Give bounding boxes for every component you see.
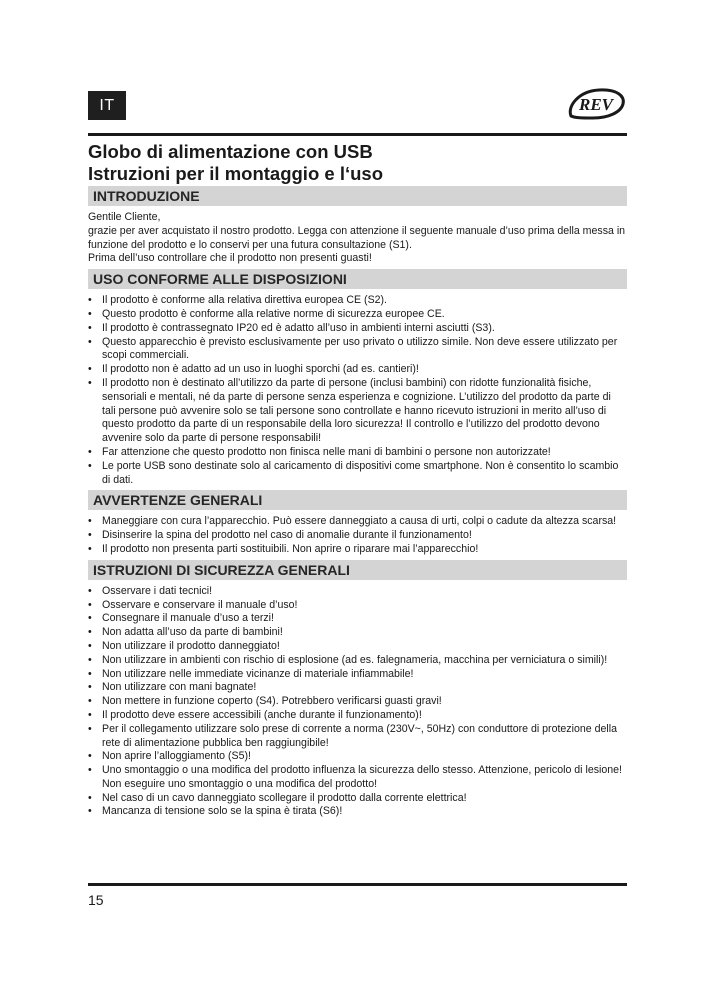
uso-list xyxy=(88,294,627,487)
list-item: • Maneggiare con cura l’apparecchio. Può essere danneggiato a causa di urti, colpi o cadute da altezza scarsa! xyxy=(88,515,617,528)
bullet: • xyxy=(88,653,92,666)
list-item: • Non adatta all’uso da parte di bambini! xyxy=(88,626,283,639)
bullet: • xyxy=(88,515,92,528)
bullet: • xyxy=(88,294,92,307)
bullet: • xyxy=(88,598,92,611)
list-item: • Questo prodotto è conforme alla relative norme di sicurezza europee CE. xyxy=(88,307,445,320)
title-line-1: Globo di alimentazione con USB xyxy=(88,141,373,162)
list-item: • Non aprire l’alloggiamento (S5)! xyxy=(88,750,251,763)
brand-logo xyxy=(565,86,627,122)
bullet: • xyxy=(88,764,92,777)
bullet: • xyxy=(88,805,92,818)
bullet: • xyxy=(88,708,92,721)
list-item: • Le porte USB sono destinate solo al caricamento di dispositivi come smartphone. Non è consentito lo scambio di dati. xyxy=(88,459,619,486)
language-badge: IT xyxy=(88,91,126,120)
bullet: • xyxy=(88,681,92,694)
list-item: • Disinserire la spina del prodotto nel caso di anomalie durante il funzionamento! xyxy=(88,529,472,542)
intro-check: Prima dell’uso controllare che il prodotto non presenti guasti! xyxy=(88,252,372,265)
list-item: • Mancanza di tensione solo se la spina è tirata (S6)! xyxy=(88,805,343,818)
list-item: • Il prodotto non presenta parti sostituibili. Non aprire o riparare mai l’apparecchio! xyxy=(88,542,479,555)
bullet: • xyxy=(88,542,92,555)
list-item: • Il prodotto non è adatto ad un uso in luoghi sporchi (ad es. cantieri)! xyxy=(88,363,419,376)
footer-divider xyxy=(88,883,627,886)
bullet: • xyxy=(88,445,92,458)
list-item: • Per il collegamento utilizzare solo prese di corrente a norma (230V~, 50Hz) con conduttore di protezione della rete di alimentazione pubblica ben raggiungibile! xyxy=(88,722,617,749)
list-item: • Il prodotto non è destinato all’utilizzo da parte di persone (inclusi bambini) con ridotte funzionalità fisiche, sensoriali e mentali, né da parte di persone senza esperienza e cognizione. L’utilizzo del prodotto da parte di tali persone può avvenire solo se tali persone sono controllate e hanno ricevuto istruzioni in merito all’uso di questo prodotto da parte di un responsabile della loro sicurezza! Il controllo e l’utilizzo del prodotto devono avvenire solo da parte di persone responsabili! xyxy=(88,376,611,445)
document-body xyxy=(88,186,627,819)
bullet: • xyxy=(88,584,92,597)
page-number: 15 xyxy=(88,892,104,908)
avvertenze-list xyxy=(88,515,627,556)
bullet: • xyxy=(88,722,92,735)
bullet: • xyxy=(88,459,92,472)
bullet: • xyxy=(88,321,92,334)
bullet: • xyxy=(88,376,92,389)
section-heading-intro: INTRODUZIONE xyxy=(88,186,627,206)
list-item: • Non mettere in funzione coperto (S4). Potrebbero verificarsi guasti gravi! xyxy=(88,695,442,708)
page-title xyxy=(88,141,383,185)
bullet: • xyxy=(88,750,92,763)
list-item: • Non utilizzare con mani bagnate! xyxy=(88,681,257,694)
list-item: • Nel caso di un cavo danneggiato scollegare il prodotto dalla corrente elettrica! xyxy=(88,791,467,804)
bullet: • xyxy=(88,639,92,652)
bullet: • xyxy=(88,307,92,320)
bullet: • xyxy=(88,791,92,804)
section-heading-sicurezza: ISTRUZIONI DI SICUREZZA GENERALI xyxy=(88,560,627,580)
intro-greeting: Gentile Cliente, xyxy=(88,211,161,223)
list-item: • Il prodotto è contrassegnato IP20 ed è adatto all’uso in ambienti interni asciutti (S3). xyxy=(88,321,495,334)
bullet: • xyxy=(88,667,92,680)
list-item: • Il prodotto deve essere accessibili (anche durante il funzionamento)! xyxy=(88,708,422,721)
bullet: • xyxy=(88,695,92,708)
header-divider xyxy=(88,133,627,136)
list-item: • Il prodotto è conforme alla relativa direttiva europea CE (S2). xyxy=(88,294,387,307)
section-heading-avvertenze: AVVERTENZE GENERALI xyxy=(88,490,627,510)
list-item: • Consegnare il manuale d’uso a terzi! xyxy=(88,612,274,625)
list-item: • Non utilizzare nelle immediate vicinanze di materiale infiammabile! xyxy=(88,667,414,680)
list-item: • Osservare i dati tecnici! xyxy=(88,584,213,597)
bullet: • xyxy=(88,626,92,639)
logo-text: REV xyxy=(578,95,614,114)
section-heading-uso: USO CONFORME ALLE DISPOSIZIONI xyxy=(88,269,627,289)
list-item: • Questo apparecchio è previsto esclusivamente per uso privato o utilizzo simile. Non deve essere utilizzato per scopi commerciali. xyxy=(88,335,618,362)
bullet: • xyxy=(88,363,92,376)
intro-text: grazie per aver acquistato il nostro prodotto. Legga con attenzione il seguente manuale d’uso prima della messa in funzione del prodotto e lo conservi per una futura consultazione (S1). xyxy=(88,224,626,251)
bullet: • xyxy=(88,529,92,542)
list-item: • Osservare e conservare il manuale d’uso! xyxy=(88,598,298,611)
list-item: • Far attenzione che questo prodotto non finisca nelle mani di bambini o persone non autorizzate! xyxy=(88,445,551,458)
list-item: • Non utilizzare in ambienti con rischio di esplosione (ad es. falegnameria, macchina per verniciatura o simili)! xyxy=(88,653,608,666)
bullet: • xyxy=(88,335,92,348)
bullet: • xyxy=(88,612,92,625)
list-item: • Non utilizzare il prodotto danneggiato! xyxy=(88,639,280,652)
list-item: • Uno smontaggio o una modifica del prodotto influenza la sicurezza dello stesso. Attenzione, pericolo di lesione! Non eseguire uno smontaggio o una modifica del prodotto! xyxy=(88,764,622,790)
sicurezza-list xyxy=(88,585,627,820)
title-line-2: Istruzioni per il montaggio e l‘uso xyxy=(88,163,383,184)
